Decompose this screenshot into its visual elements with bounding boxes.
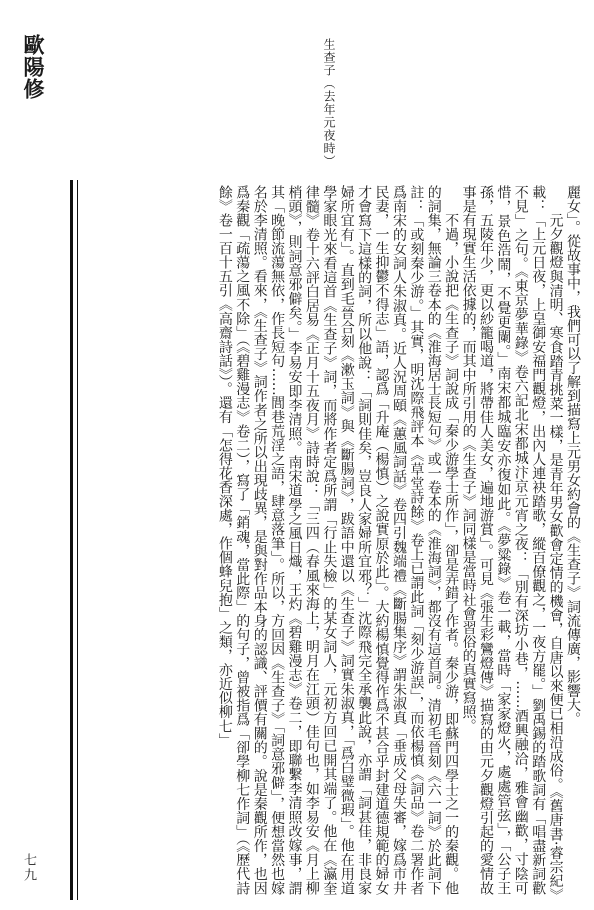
author-name: 歐陽修 <box>21 34 46 100</box>
poem-title: 生查子（去年元夜時） <box>322 38 336 168</box>
page-border-thin-rule <box>77 180 78 900</box>
paragraph-3: 不過，小說把《生查子》詞說成「秦少游學士所作」，卻是弄錯了作者。秦少游，即蘇門四學士之一的秦觀。他的詞集，無論三卷本的《淮海居士長短句》或一卷本的《淮海詞》，都沒有這首詞。清初毛晉刻《六一詞》於此詞下註：「或刻秦少游。」其實，明沈際飛評本《草堂詩餘》卷上已謂此詞「刻少游誤」，而依楊慎《詞品》卷二署作者爲南宋的女詞人朱淑真。近人況周頤《蕙風詞話》卷四引魏端禮《斷腸集序》謂朱淑真「垂成父母失審，嫁爲市井民妻，一生抑鬱不得志」語，認爲「升庵（楊慎）之說實原於此」。大約楊慎覺得作爲不甚合乎封建道德規範的婦女才會寫下這樣的詞，所以他說：「詞則佳矣，豈良人家婦所宜邪？」沈際飛完全承襲此說，亦謂「詞甚佳，非良家婦所宜有」。直到毛晉合刻《漱玉詞》與《斷腸詞》，跋語中還以《生查子》詞實朱淑真，「爲白璧微瑕」。他在用道學家眼光來看這首《生查子》詞，而將作者定爲所謂「行止失檢」的某女詞人，元初方回已開其端了。他在《瀛奎律髓》卷十六評白居易《正月十五夜月》詩時說：「三四（春風來海上，明月在江頭）佳句也，如李易安《月上柳梢頭》，則詞意邪僻矣。」李易安即李清照。南宋道學之風日熾，王灼《碧雞漫志》卷二，即聯繫李清照改嫁事，謂其「晚節流蕩無依，作長短句……閭巷荒淫之語，肆意落筆」。所以，方回因《生查子》「詞意邪僻」，便想當然也嫁名於李清照。看來，《生查子》詞作者之所以出現歧異，是與對作品本身的認識、評價有關的。說是秦觀所作，也因爲秦觀「疏蕩之風不除」（《碧雞漫志》卷二），寫了「銷魂，當此際」的句子，曾被指爲「卻學柳七作詞」（《歷代詩餘》卷一百十五引《高齋詩話》）。還有「怎得花香深處，作個蜂兒抱」之類，亦近似柳七」 <box>216 185 460 895</box>
paragraph-2: 元夕觀燈與清明、寒食踏青挑菜一樣，是青年男女歡會定情的機會，自唐以來便已相沿成俗。《舊唐書·睿宗紀》載：「上元日夜，上皇御安福門觀燈，出內人連袂踏歌，縱百僚觀之，一夜方罷。」劉禹錫的踏歌詞有「唱盡新詞歡不見」之句。《東京夢華錄》卷六記北宋都城汴京元宵之夜：「別有深坊小巷，……酒興融洽，雅會幽歡，寸陰可惜，景色浩鬧，不覺更闌。」南宋都城臨安亦復如此。《夢粱錄》卷一載，當時「家家燈火，處處管弦」，「公子王孫，五陵年少，更以紗籠喝道，將帶佳人美女，遍地游賞」。可見《張生彩鸞燈傳》描寫的由元夕觀燈引起的愛情故事是有現實生活依據的，而其中所引用的《生查子》詞同樣是當時社會習俗的真實寫照。 <box>460 185 564 895</box>
commentary-text-block <box>86 185 581 895</box>
page-number: 七九 <box>21 853 36 883</box>
page-border-rule <box>70 180 73 900</box>
paragraph-1: 麗女」。從故事中，我們可以了解到描寫上元男女約會的《生查子》詞流傳廣，影響大。 <box>565 185 581 726</box>
commentary-text <box>86 185 581 895</box>
